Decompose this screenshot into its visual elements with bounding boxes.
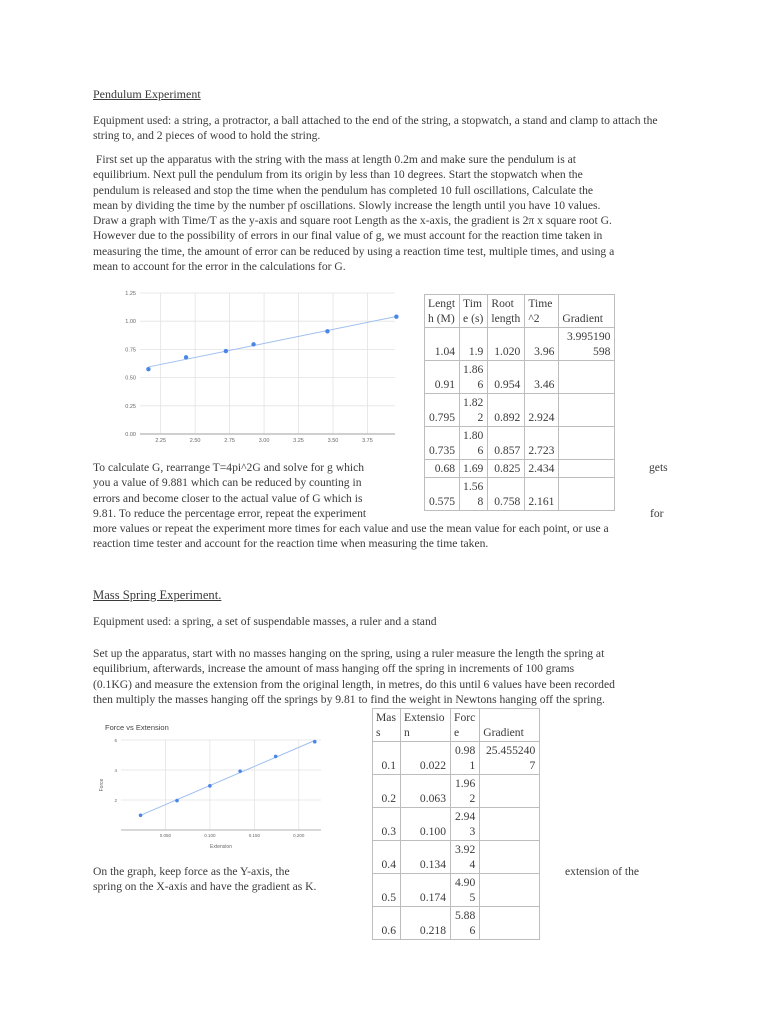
table-header-row: [425, 295, 615, 328]
cell-gradient: [480, 841, 540, 874]
graph-text-line: On the graph, keep force as the Y-axis, the: [93, 865, 290, 878]
table-header-row: [373, 709, 540, 742]
cell-line: Gradient: [562, 312, 603, 325]
data-point: [184, 355, 188, 359]
x-tick-label: 0.050: [159, 833, 172, 838]
cell-line: 598: [593, 345, 611, 358]
spring-method-line: (0.1KG) and measure the extension from the original length, in metres, do this until 6 values have been recorded: [93, 677, 615, 691]
cell-time: [460, 427, 488, 460]
pendulum-calc-tail: [93, 521, 609, 552]
table-row: [425, 328, 615, 361]
cell-mass: 0.4: [373, 841, 401, 874]
data-point: [274, 755, 278, 759]
data-point: [313, 740, 317, 744]
cell-root-length: 1.020: [488, 328, 525, 361]
cell-extension: 0.063: [401, 775, 451, 808]
cell-line: n: [404, 726, 410, 739]
cell-time-squared: 2.434: [525, 460, 559, 478]
cell-line: Forc: [454, 711, 476, 724]
cell-length: 0.575: [425, 478, 460, 511]
cell-line: 1.80: [463, 429, 484, 442]
x-tick-label: 3.25: [293, 438, 304, 444]
spring-title: Mass Spring Experiment.: [93, 588, 222, 602]
x-tick-label: 0.100: [204, 833, 216, 838]
cell-force: [451, 808, 480, 841]
column-header: [451, 709, 480, 742]
spring-chart: [93, 718, 343, 856]
data-point: [139, 813, 143, 817]
spring-equipment: Equipment used: a spring, a set of suspendable masses, a ruler and a stand: [93, 615, 437, 628]
cell-time-squared: 2.161: [525, 478, 559, 511]
data-point: [251, 342, 255, 346]
cell-line: 3: [469, 825, 476, 838]
column-header: [525, 295, 559, 328]
cell-gradient: [480, 742, 540, 775]
cell-mass: 0.6: [373, 907, 401, 940]
table-row: [425, 394, 615, 427]
calc-line: you a value of 9.881 which can be reduced by counting in: [93, 476, 362, 490]
data-point: [175, 799, 179, 803]
pendulum-method-line: Draw a graph with Time/T as the y-axis and square root Length as the x-axis, the gradient is 2π x square root G.: [93, 214, 612, 228]
cell-time-squared: 3.96: [525, 328, 559, 361]
cell-time: [460, 460, 488, 478]
cell-line: s: [376, 726, 381, 739]
cell-line: 3.995190: [566, 330, 611, 343]
column-header: [559, 295, 615, 328]
pendulum-method-line: measuring the time, the amount of error can be reduced by using a reaction time test, multiple times, and using a: [93, 244, 615, 258]
pendulum-title: Pendulum Experiment: [93, 87, 201, 101]
cell-length: 0.68: [425, 460, 460, 478]
cell-line: 6: [469, 924, 476, 937]
table-row: [373, 907, 540, 940]
x-tick-label: 3.75: [362, 438, 373, 444]
cell-line: 1.96: [454, 777, 476, 790]
cell-length: 0.735: [425, 427, 460, 460]
cell-line: Gradient: [483, 726, 524, 739]
cell-line: 2.94: [454, 810, 476, 823]
x-tick-label: 0.200: [293, 833, 305, 838]
y-tick-label: 0.75: [125, 347, 136, 354]
x-tick-label: 3.00: [258, 438, 270, 444]
column-header: [425, 295, 460, 328]
cell-line: 1.56: [463, 480, 484, 493]
table-row: [373, 742, 540, 775]
cell-line: 5: [469, 891, 476, 904]
data-point: [146, 367, 150, 371]
calc-tail-line: reaction time tester and account for the reaction time when measuring the time taken.: [93, 537, 489, 551]
data-point: [208, 784, 212, 788]
cell-line: 2: [469, 792, 476, 805]
cell-gradient: [480, 907, 540, 940]
cell-gradient: [480, 808, 540, 841]
cell-mass: 0.1: [373, 742, 401, 775]
calc-line: To calculate G, rearrange T=4pi^2G and solve for g which: [93, 461, 365, 474]
y-tick-label: 1.00: [125, 319, 136, 326]
spring-method: [93, 646, 683, 707]
x-axis-label: Extension: [210, 844, 232, 850]
cell-time: [460, 394, 488, 427]
cell-root-length: 0.758: [488, 478, 525, 511]
pendulum-method-line: mean to account for the error in the calculations for G.: [93, 260, 346, 274]
cell-gradient: [480, 775, 540, 808]
pendulum-method-line: mean by dividing the time by the number pf oscillations. Slowly increase the length until you have 10 values.: [93, 198, 601, 212]
cell-gradient: [559, 460, 615, 478]
y-tick-label: 1.25: [125, 291, 136, 297]
cell-line: 3.92: [454, 843, 476, 856]
spring-method-line: equilibrium, afterwards, increase the amount of mass hanging off the spring in increments of 100 grams: [93, 662, 575, 676]
column-header: [373, 709, 401, 742]
cell-line: 1.86: [463, 363, 484, 376]
cell-root-length: 0.892: [488, 394, 525, 427]
table-row: [373, 841, 540, 874]
x-tick-label: 2.75: [224, 438, 235, 444]
cell-time-squared: 2.924: [525, 394, 559, 427]
cell-force: [451, 907, 480, 940]
pendulum-equipment: Equipment used: a string, a protractor, a ball attached to the end of the string, a stopwatch, a stand and clamp to attach the string to, and 2 pieces of wood to hold the string.: [93, 114, 658, 143]
table-row: [373, 808, 540, 841]
y-tick-label: 0.25: [125, 403, 136, 410]
calc-tail-line: more values or repeat the experiment more times for each value and use the mean value for each point, or use a: [93, 522, 609, 535]
cell-root-length: 0.825: [488, 460, 525, 478]
cell-line: 0.98: [454, 744, 476, 757]
pendulum-table: [424, 294, 615, 511]
cell-gradient: [559, 361, 615, 394]
y-axis-label: Force: [99, 778, 105, 792]
data-point: [325, 329, 329, 333]
x-tick-label: 0.150: [248, 833, 260, 838]
pendulum-method-line: First set up the apparatus with the string with the mass at length 0.2m and make sure the pendulum is at: [93, 153, 576, 166]
cell-line: h (M): [428, 312, 455, 325]
cell-extension: 0.218: [401, 907, 451, 940]
cell-line: 6: [477, 378, 484, 391]
table-row: [425, 460, 615, 478]
cell-extension: 0.100: [401, 808, 451, 841]
cell-line: e (s): [463, 312, 484, 325]
cell-line: 1.9: [468, 345, 484, 358]
cell-gradient: [559, 328, 615, 361]
cell-line: 1.69: [463, 462, 484, 475]
cell-length: 0.91: [425, 361, 460, 394]
column-header: [401, 709, 451, 742]
cell-extension: 0.134: [401, 841, 451, 874]
cell-force: [451, 742, 480, 775]
column-header: [460, 295, 488, 328]
pendulum-method-line: equilibrium. Next pull the pendulum from its origin by less than 10 degrees. Start the stopwatch when the: [93, 168, 583, 182]
spring-table: [372, 708, 540, 940]
cell-mass: 0.5: [373, 874, 401, 907]
cell-line: 4.90: [454, 876, 476, 889]
data-point: [394, 314, 398, 318]
cell-line: Extensio: [404, 711, 445, 724]
cell-line: Tim: [463, 297, 482, 310]
pendulum-method-line: However due to the possibility of errors in our final value of g, we must account for the reaction time taken in: [93, 229, 603, 243]
spring-method-line: then multiply the masses hanging off the springs by 9.81 to find the weight in Newtons hanging off the spring.: [93, 692, 605, 706]
cell-line: 25.455240: [485, 744, 536, 757]
cell-extension: 0.174: [401, 874, 451, 907]
cell-length: 1.04: [425, 328, 460, 361]
table-row: [373, 775, 540, 808]
calc-line: 9.81. To reduce the percentage error, repeat the experiment: [93, 506, 367, 520]
y-tick-label: 2: [114, 798, 117, 803]
column-header: [488, 295, 525, 328]
table-row: [425, 361, 615, 394]
cell-line: e: [454, 726, 460, 739]
cell-gradient: [480, 874, 540, 907]
y-tick-label: 4: [114, 768, 117, 773]
cell-gradient: [559, 427, 615, 460]
cell-extension: 0.022: [401, 742, 451, 775]
cell-time: [460, 361, 488, 394]
calc-right-gets: gets: [649, 461, 668, 474]
chart-title: Force vs Extension: [105, 723, 169, 732]
cell-line: 8: [477, 495, 484, 508]
cell-line: Time: [528, 297, 553, 310]
table-row: [425, 478, 615, 511]
cell-length: 0.795: [425, 394, 460, 427]
x-tick-label: 3.50: [327, 438, 339, 444]
cell-mass: 0.2: [373, 775, 401, 808]
cell-time: [460, 328, 488, 361]
pendulum-method: [93, 152, 683, 274]
cell-force: [451, 775, 480, 808]
column-header: [480, 709, 540, 742]
cell-line: Mas: [376, 711, 396, 724]
cell-line: length: [491, 312, 521, 325]
spring-graph-text: [93, 864, 316, 895]
data-point: [238, 769, 242, 773]
trendline: [141, 741, 315, 816]
cell-time-squared: 2.723: [525, 427, 559, 460]
cell-force: [451, 841, 480, 874]
cell-line: Lengt: [428, 297, 456, 310]
cell-line: 5.88: [454, 909, 476, 922]
y-tick-label: 0.00: [125, 432, 136, 438]
x-tick-label: 2.25: [155, 438, 167, 444]
cell-line: 1: [469, 759, 476, 772]
graph-text-line: spring on the X-axis and have the gradient as K.: [93, 880, 317, 894]
cell-time-squared: 3.46: [525, 361, 559, 394]
graph-text-right: extension of the: [565, 865, 640, 878]
table-row: [373, 874, 540, 907]
cell-gradient: [559, 394, 615, 427]
cell-root-length: 0.857: [488, 427, 525, 460]
cell-line: 7: [529, 759, 536, 772]
pendulum-method-line: pendulum is released and stop the time when the pendulum has completed 10 full oscillations, Calculate the: [93, 183, 594, 197]
x-tick-label: 2.50: [189, 438, 201, 444]
cell-gradient: [559, 478, 615, 511]
cell-line: 2: [477, 411, 484, 424]
data-point: [224, 349, 228, 353]
table-row: [425, 427, 615, 460]
y-tick-label: 0.50: [125, 375, 136, 382]
cell-line: Root: [491, 297, 514, 310]
cell-mass: 0.3: [373, 808, 401, 841]
cell-line: 6: [477, 444, 484, 457]
calc-right-for: for: [650, 507, 664, 520]
spring-method-line: Set up the apparatus, start with no masses hanging on the spring, using a ruler measure the length the spring at: [93, 647, 605, 660]
cell-line: ^2: [528, 312, 540, 325]
cell-root-length: 0.954: [488, 361, 525, 394]
y-tick-label: 6: [114, 738, 117, 743]
cell-line: 4: [469, 858, 476, 871]
calc-line: errors and become closer to the actual value of G which is: [93, 491, 363, 505]
pendulum-calc-text: [93, 460, 366, 521]
pendulum-chart: [110, 285, 410, 445]
cell-force: [451, 874, 480, 907]
cell-line: 1.82: [463, 396, 484, 409]
cell-time: [460, 478, 488, 511]
